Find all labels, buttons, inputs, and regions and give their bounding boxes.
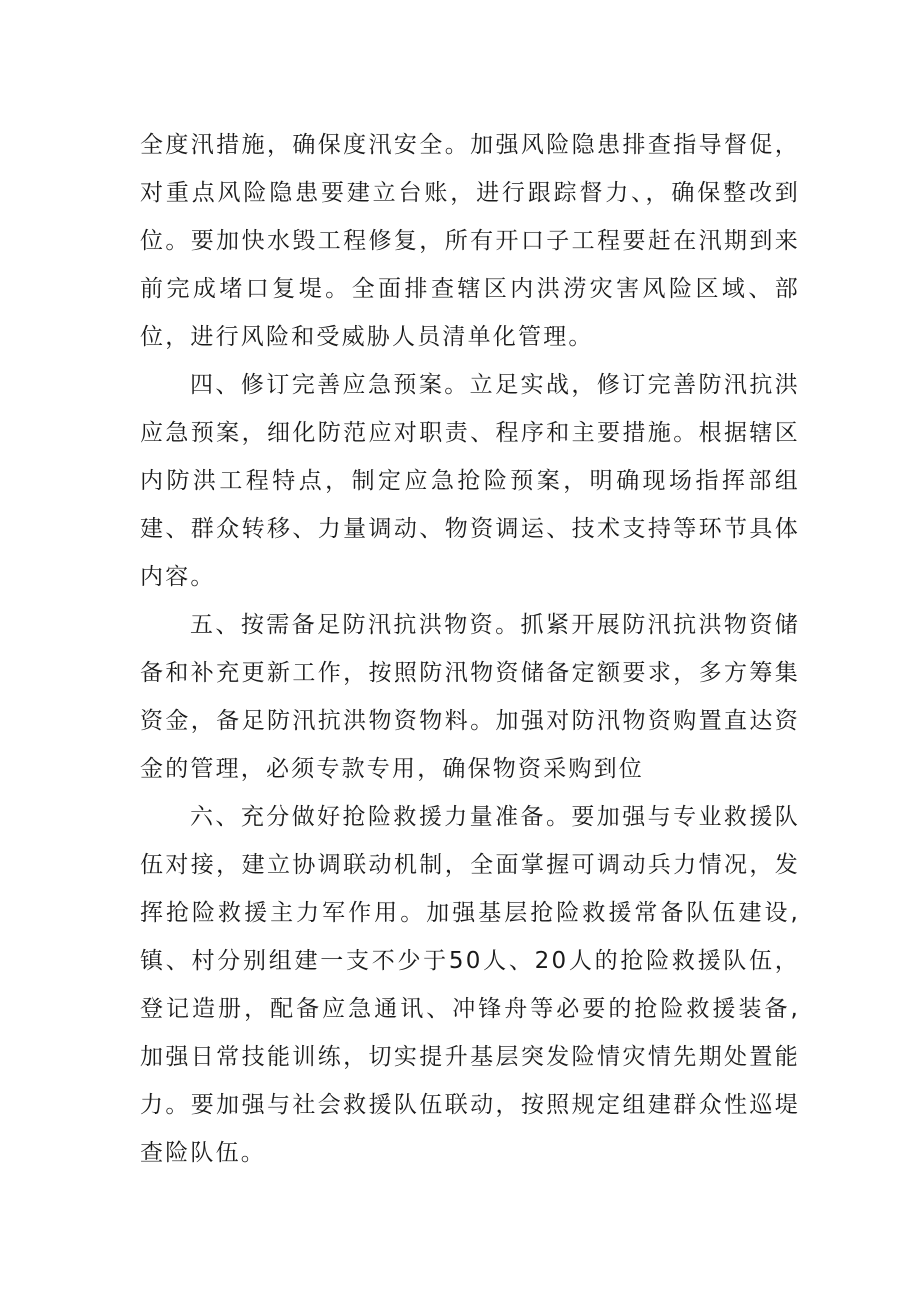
paragraph-section-four: 四、修订完善应急预案。立足实战，修订完善防汛抗洪应急预案，细化防范应对职责、程序和主要措施。根据辖区内防洪工程特点，制定应急抢险预案，明确现场指挥部组建、群众转移、力量调动、物资调运、技术支持等环节具体内容。 <box>140 372 800 590</box>
document-body <box>140 121 800 1177</box>
paragraph-section-five: 五、按需备足防汛抗洪物资。抓紧开展防汛抗洪物资储备和补充更新工作，按照防汛物资储备定额要求，多方筹集资金，备足防汛抗洪物资物料。加强对防汛物资购置直达资金的管理，必须专款专用，确保物资采购到位 <box>140 612 800 782</box>
paragraph-section-six: 六、充分做好抢险救援力量准备。要加强与专业救援队伍对接，建立协调联动机制，全面掌握可调动兵力情况，发挥抢险救援主力军作用。加强基层抢险救援常备队伍建设,镇、村分别组建一支不少于50人、20人的抢险救援队伍，登记造册，配备应急通讯、冲锋舟等必要的抢险救援装备,加强日常技能训练，切实提升基层突发险情灾情先期处置能力。要加强与社会救援队伍联动，按照规定组建群众性巡堤查险队伍。 <box>140 804 800 1166</box>
paragraph-continued: 全度汛措施，确保度汛安全。加强风险隐患排查指导督促，对重点风险隐患要建立台账，进行跟踪督力、，确保整改到位。要加快水毁工程修复，所有开口子工程要赶在汛期到来前完成堵口复堤。全面排查辖区内洪涝灾害风险区域、部位，进行风险和受威胁人员清单化管理。 <box>140 132 800 350</box>
